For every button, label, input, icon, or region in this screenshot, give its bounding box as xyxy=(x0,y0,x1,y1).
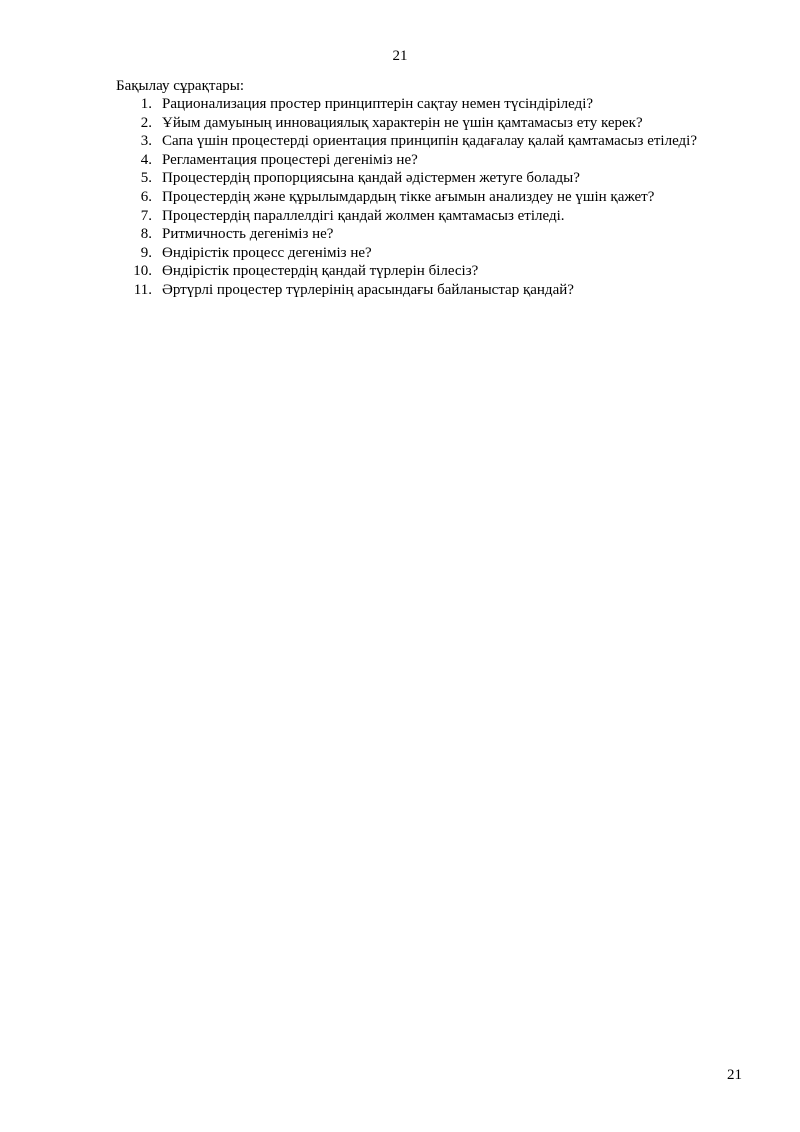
question-text: Процестердің параллелдігі қандай жолмен қамтамасыз етіледі. xyxy=(162,207,565,224)
question-text: Сапа үшін процестерді ориентация принципін қадағалау қалай қамтамасыз етіледі? xyxy=(162,133,698,150)
question-text: Ритмичность дегеніміз не? xyxy=(162,226,334,243)
page-number-bottom: 21 xyxy=(727,1067,742,1083)
question-number: 3. xyxy=(140,133,152,150)
question-number: 2. xyxy=(140,114,152,131)
question-text: Ұйым дамуының инновациялық характерін не үшін қамтамасыз ету керек? xyxy=(162,114,643,131)
question-number: 7. xyxy=(140,207,152,224)
question-number: 9. xyxy=(140,244,152,261)
page-number-top: 21 xyxy=(392,48,408,64)
question-number: 1. xyxy=(140,96,152,112)
question-text: Әртүрлі процестер түрлерінің арасындағы байланыстар қандай? xyxy=(162,281,574,298)
question-number: 10. xyxy=(133,263,152,280)
question-number: 8. xyxy=(140,226,152,243)
question-text: Процестердің және құрылымдардың тікке ағымын анализдеу не үшін қажет? xyxy=(162,188,655,205)
question-number: 5. xyxy=(140,170,152,187)
question-text: Рационализация простер принциптерін сақтау немен түсіндіріледі? xyxy=(162,96,594,112)
section-heading: Бақылау сұрақтары: xyxy=(116,78,245,94)
question-text: Өндірістік процесс дегеніміз не? xyxy=(162,244,372,261)
question-number: 6. xyxy=(140,188,152,205)
question-number: 11. xyxy=(133,281,152,298)
question-text: Регламентация процестері дегеніміз не? xyxy=(162,151,418,168)
question-text: Процестердің пропорциясына қандай әдістермен жетуге болады? xyxy=(162,170,580,187)
question-number: 4. xyxy=(140,151,152,168)
question-text: Өндірістік процестердің қандай түрлерін білесіз? xyxy=(162,263,479,280)
